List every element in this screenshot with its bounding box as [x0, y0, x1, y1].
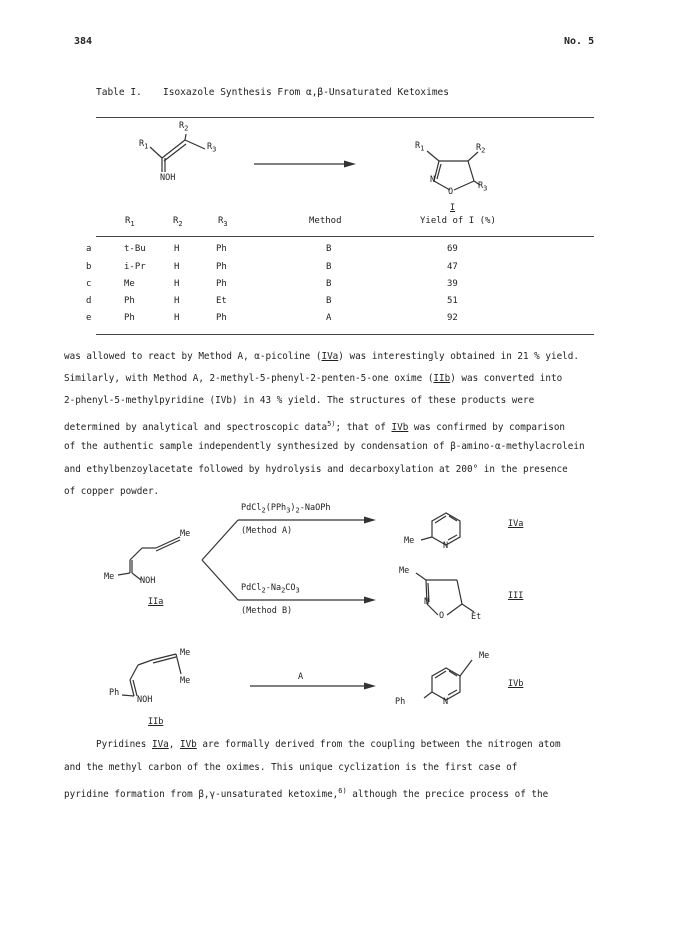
text-line: 2-phenyl-5-methylpyridine (IVb) in 43 % yield. The structures of these products were: [64, 395, 535, 406]
row-r2: H: [174, 262, 180, 272]
row-r2: H: [174, 313, 180, 323]
reactant-structure: [150, 134, 205, 172]
arrow-a: [250, 683, 376, 690]
row-id: b: [86, 262, 92, 272]
product-o-label: O: [448, 187, 454, 197]
row-r1: Ph: [124, 313, 135, 323]
ivb-n: N: [443, 697, 449, 707]
reactant-r1-label: $R_1$: [139, 139, 149, 151]
row-r2: H: [174, 244, 180, 254]
row-r1: i-Pr: [124, 262, 146, 272]
product-r3-label: $R_3$: [478, 181, 488, 193]
method-b-reagent: $PdCl_2-Na_2CO_3$: [241, 583, 300, 595]
iib-label: IIb: [148, 717, 164, 727]
row-method: B: [326, 279, 332, 289]
iva-n: N: [443, 541, 449, 551]
text-line: pyridine formation from β,γ-unsaturated ketoxime,$^{6)}$ although the precice process of the: [64, 787, 549, 801]
ivb-structure: [424, 660, 472, 700]
row-r3: Ph: [216, 279, 227, 289]
iii-me: Me: [399, 566, 410, 576]
iii-n: N: [424, 597, 430, 607]
text-line: Similarly, with Method A, 2-methyl-5-phenyl-2-penten-5-one oxime (IIb) was converted into: [64, 373, 563, 384]
table-caption-label: Table I.: [96, 87, 142, 98]
row-id: e: [86, 313, 92, 323]
iii-et: Et: [471, 612, 482, 622]
table-bottom-rule: [96, 334, 594, 335]
method-b-name: (Method B): [241, 606, 293, 616]
product-r1-label: $R_1$: [415, 141, 425, 153]
page-number: 384: [74, 36, 93, 47]
row-r3: Ph: [216, 244, 227, 254]
iib-me-mid: Me: [180, 676, 191, 686]
iia-me-top: Me: [180, 529, 191, 539]
row-r1: Ph: [124, 296, 135, 306]
text-line: of copper powder.: [64, 486, 160, 497]
col-header-r1: $R_1$: [125, 216, 135, 228]
row-yield: 39: [447, 279, 458, 289]
row-id: a: [86, 244, 92, 254]
col-header-r3: $R_3$: [218, 216, 228, 228]
row-yield: 69: [447, 244, 458, 254]
row-r2: H: [174, 296, 180, 306]
iva-label: IVa: [508, 519, 524, 529]
reactant-r3-label: $R_3$: [207, 142, 217, 154]
ivb-label: IVb: [508, 679, 524, 689]
iia-noh: NOH: [140, 576, 156, 586]
iib-structure: [122, 654, 181, 696]
text-line: of the authentic sample independently synthesized by condensation of β-amino-α-methylacrolein: [64, 441, 585, 452]
iib-ph: Ph: [109, 688, 120, 698]
row-yield: 51: [447, 296, 458, 306]
product-r2-label: $R_2$: [476, 143, 486, 155]
row-yield: 47: [447, 262, 458, 272]
product-compound-label: I: [450, 203, 456, 213]
arrow-a-label: A: [298, 672, 304, 682]
iia-label: IIa: [148, 597, 164, 607]
iii-structure: [416, 573, 474, 615]
iia-structure: [118, 537, 180, 580]
row-r1: t-Bu: [124, 244, 146, 254]
ivb-ph: Ph: [395, 697, 406, 707]
ivb-me: Me: [479, 651, 490, 661]
row-r3: Ph: [216, 262, 227, 272]
row-method: B: [326, 262, 332, 272]
reactant-r2-label: $R_2$: [179, 121, 189, 133]
col-header-yield: Yield of I (%): [420, 216, 496, 226]
col-header-method: Method: [309, 216, 342, 226]
row-method: B: [326, 244, 332, 254]
table-arrow: [254, 161, 356, 168]
row-r1: Me: [124, 279, 135, 289]
text-line: and ethylbenzoylacetate followed by hydrolysis and decarboxylation at 200° in the presence: [64, 464, 568, 475]
iva-structure: [421, 513, 460, 545]
iii-label: III: [508, 591, 524, 601]
method-a-name: (Method A): [241, 526, 293, 536]
issue-number: No. 5: [564, 36, 595, 47]
iib-me-top: Me: [180, 648, 191, 658]
row-r3: Et: [216, 296, 227, 306]
iii-o: O: [439, 611, 445, 621]
method-a-reagent: $PdCl_2(PPh_3)_2$-NaOPh: [241, 503, 331, 515]
text-line: was allowed to react by Method A, α-picoline (IVa) was interestingly obtained in 21 % yield.: [64, 351, 579, 362]
table-caption-title: Isoxazole Synthesis From α,β-Unsaturated Ketoximes: [163, 87, 449, 98]
col-header-r2: $R_2$: [173, 216, 183, 228]
row-id: d: [86, 296, 92, 306]
text-line: Pyridines IVa, IVb are formally derived from the coupling between the nitrogen atom: [96, 739, 561, 750]
row-yield: 92: [447, 313, 458, 323]
row-method: B: [326, 296, 332, 306]
text-line: determined by analytical and spectroscopic data$^{5)}$; that of IVb was confirmed by comparison: [64, 420, 566, 434]
product-n-label: N: [430, 175, 436, 185]
iia-me-left: Me: [104, 572, 115, 582]
reactant-noh-label: NOH: [160, 173, 176, 183]
table-header-rule: [96, 236, 594, 237]
row-method: A: [326, 313, 332, 323]
iib-noh: NOH: [137, 695, 153, 705]
iva-me: Me: [404, 536, 415, 546]
text-line: and the methyl carbon of the oximes. This unique cyclization is the first case of: [64, 762, 518, 773]
row-id: c: [86, 279, 92, 289]
row-r2: H: [174, 279, 180, 289]
row-r3: Ph: [216, 313, 227, 323]
